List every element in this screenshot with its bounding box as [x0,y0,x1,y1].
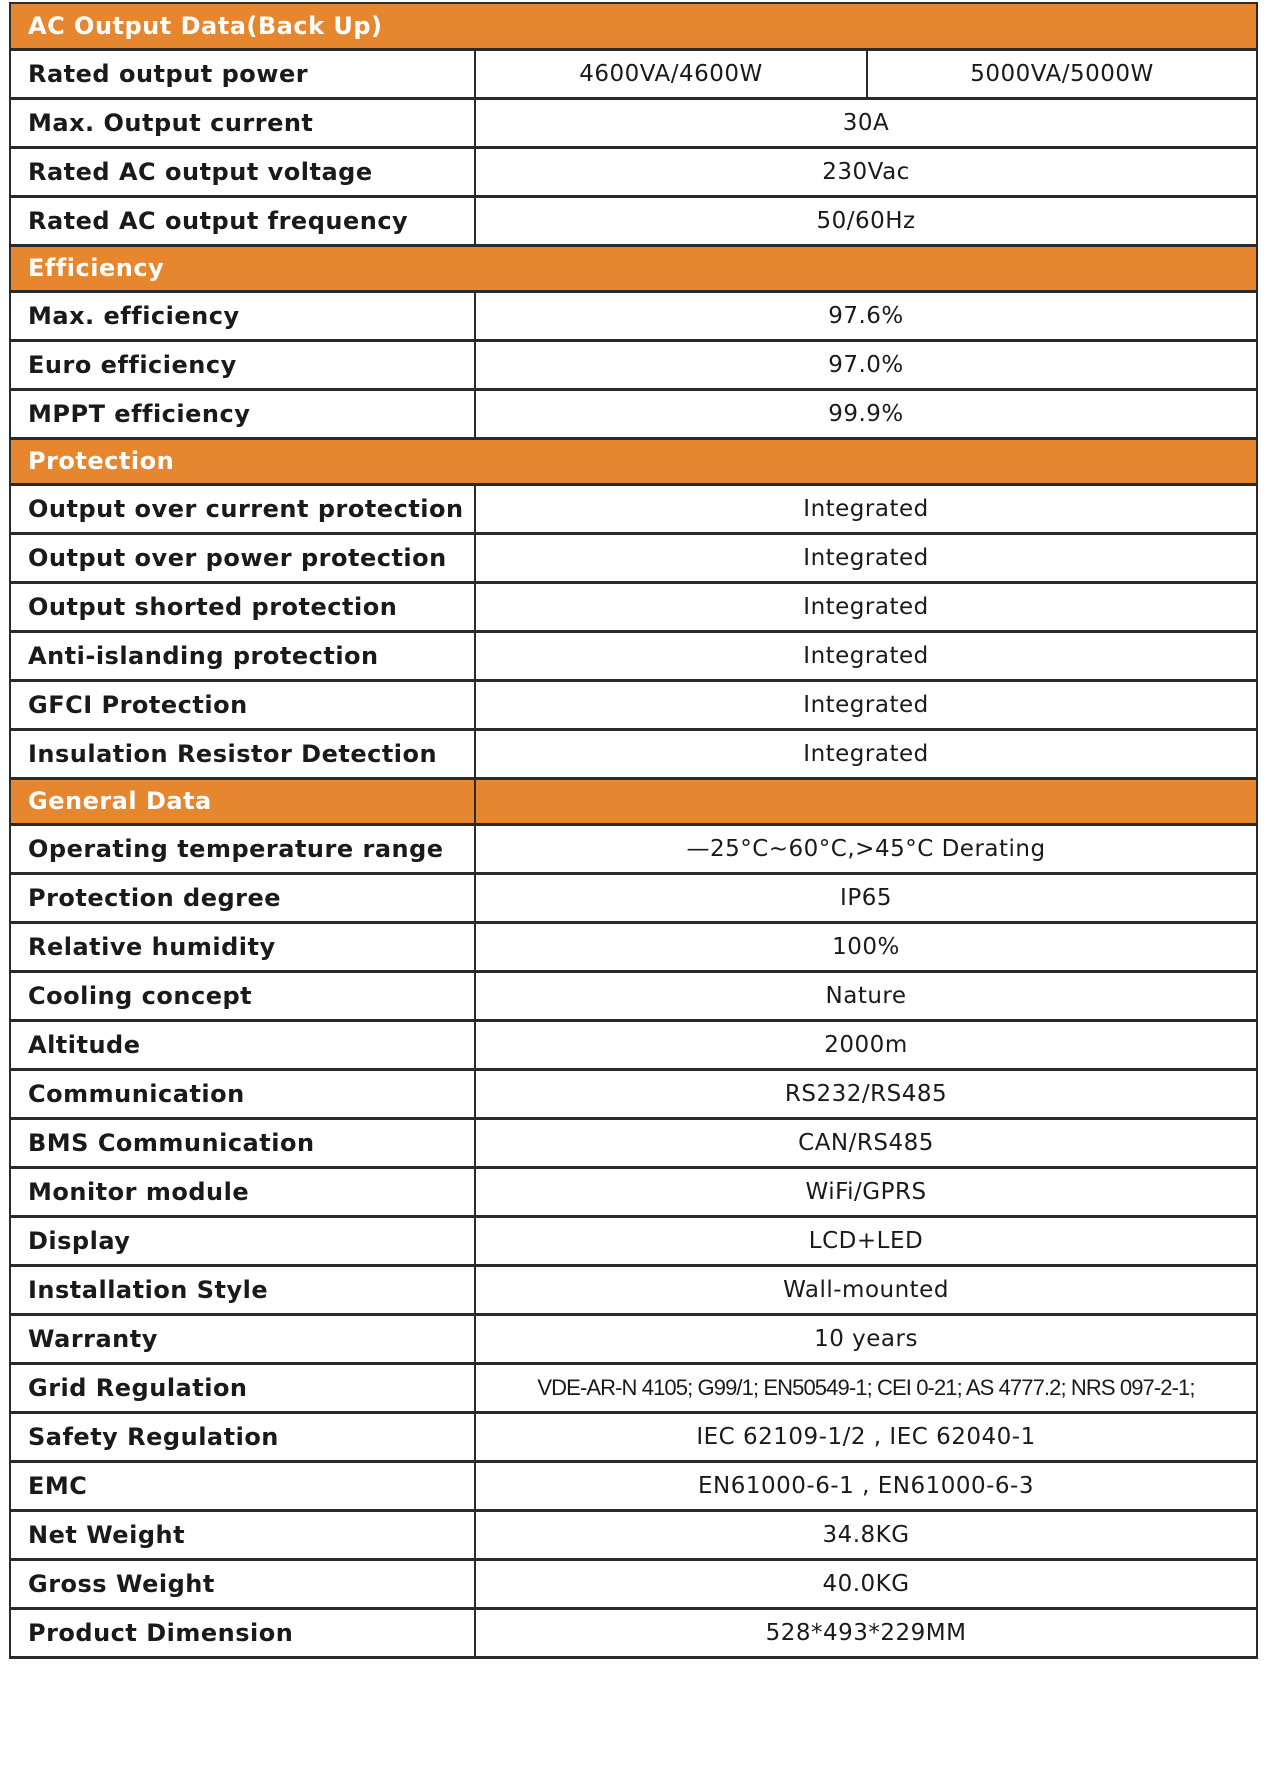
spec-label: Gross Weight [10,1559,475,1608]
spec-row-installation-style [10,1265,1257,1314]
spec-row-product-dimension [10,1608,1257,1657]
spec-table-body [10,3,1257,1657]
spec-value: Integrated [475,533,1257,582]
spec-row-output-over-current-protection [10,484,1257,533]
spec-label: Altitude [10,1020,475,1069]
spec-label: Grid Regulation [10,1363,475,1412]
spec-row-anti-islanding-protection [10,631,1257,680]
spec-label: Rated output power [10,49,475,98]
spec-row-communication [10,1069,1257,1118]
section-header-ac-output-data-back-up [10,3,1257,49]
section-header-efficiency [10,245,1257,291]
spec-value-2: 5000VA/5000W [867,49,1257,98]
spec-row-max-output-current [10,98,1257,147]
spec-label: Max. Output current [10,98,475,147]
spec-value: 10 years [475,1314,1257,1363]
section-header-general-data [10,778,1257,824]
spec-row-gfci-protection [10,680,1257,729]
section-header-fill [475,778,1257,824]
spec-label: Safety Regulation [10,1412,475,1461]
spec-value: IP65 [475,873,1257,922]
spec-value: Integrated [475,680,1257,729]
spec-row-grid-regulation [10,1363,1257,1412]
spec-value: 99.9% [475,389,1257,438]
spec-value: 30A [475,98,1257,147]
spec-label: Euro efficiency [10,340,475,389]
spec-label: Net Weight [10,1510,475,1559]
spec-value: Integrated [475,484,1257,533]
spec-label: BMS Communication [10,1118,475,1167]
spec-value: 97.0% [475,340,1257,389]
spec-row-monitor-module [10,1167,1257,1216]
spec-value: VDE-AR-N 4105; G99/1; EN50549-1; CEI 0-21; AS 4777.2; NRS 097-2-1; [475,1363,1257,1412]
spec-value: WiFi/GPRS [475,1167,1257,1216]
spec-value: 34.8KG [475,1510,1257,1559]
spec-row-rated-ac-output-frequency [10,196,1257,245]
spec-row-operating-temperature-range [10,824,1257,873]
spec-label: Anti-islanding protection [10,631,475,680]
spec-value: Wall-mounted [475,1265,1257,1314]
spec-row-altitude [10,1020,1257,1069]
spec-row-max-efficiency [10,291,1257,340]
spec-row-insulation-resistor-detection [10,729,1257,778]
spec-value: LCD+LED [475,1216,1257,1265]
spec-value: Integrated [475,631,1257,680]
spec-value: CAN/RS485 [475,1118,1257,1167]
spec-label: Output shorted protection [10,582,475,631]
spec-row-emc [10,1461,1257,1510]
spec-value: 50/60Hz [475,196,1257,245]
spec-value: Integrated [475,582,1257,631]
spec-table [9,2,1258,1659]
spec-row-relative-humidity [10,922,1257,971]
spec-row-cooling-concept [10,971,1257,1020]
spec-label: Cooling concept [10,971,475,1020]
section-title: AC Output Data(Back Up) [10,3,1257,49]
spec-row-rated-ac-output-voltage [10,147,1257,196]
spec-value: —25°C~60°C,>45°C Derating [475,824,1257,873]
spec-label: Operating temperature range [10,824,475,873]
spec-value: RS232/RS485 [475,1069,1257,1118]
spec-label: Max. efficiency [10,291,475,340]
section-title: Protection [10,438,1257,484]
section-title: General Data [10,778,475,824]
spec-value: 100% [475,922,1257,971]
spec-value: 40.0KG [475,1559,1257,1608]
section-title: Efficiency [10,245,1257,291]
spec-label: Warranty [10,1314,475,1363]
spec-value: 230Vac [475,147,1257,196]
spec-value: 2000m [475,1020,1257,1069]
spec-row-bms-communication [10,1118,1257,1167]
spec-label: MPPT efficiency [10,389,475,438]
spec-label: Insulation Resistor Detection [10,729,475,778]
spec-value: Nature [475,971,1257,1020]
spec-row-display [10,1216,1257,1265]
spec-row-output-shorted-protection [10,582,1257,631]
spec-label: Protection degree [10,873,475,922]
spec-row-net-weight [10,1510,1257,1559]
spec-row-mppt-efficiency [10,389,1257,438]
spec-row-output-over-power-protection [10,533,1257,582]
spec-label: Rated AC output voltage [10,147,475,196]
spec-label: Monitor module [10,1167,475,1216]
spec-value: 528*493*229MM [475,1608,1257,1657]
spec-value: 97.6% [475,291,1257,340]
section-header-protection [10,438,1257,484]
spec-row-euro-efficiency [10,340,1257,389]
spec-value-1: 4600VA/4600W [475,49,867,98]
spec-label: Display [10,1216,475,1265]
spec-label: Relative humidity [10,922,475,971]
spec-label: Rated AC output frequency [10,196,475,245]
spec-label: Output over current protection [10,484,475,533]
spec-label: Installation Style [10,1265,475,1314]
spec-value: EN61000-6-1 , EN61000-6-3 [475,1461,1257,1510]
spec-row-gross-weight [10,1559,1257,1608]
spec-label: EMC [10,1461,475,1510]
spec-row-safety-regulation [10,1412,1257,1461]
spec-value: Integrated [475,729,1257,778]
spec-row-warranty [10,1314,1257,1363]
spec-value: IEC 62109-1/2 , IEC 62040-1 [475,1412,1257,1461]
spec-label: Product Dimension [10,1608,475,1657]
spec-label: Communication [10,1069,475,1118]
spec-row-rated-output-power [10,49,1257,98]
spec-row-protection-degree [10,873,1257,922]
spec-label: Output over power protection [10,533,475,582]
spec-label: GFCI Protection [10,680,475,729]
